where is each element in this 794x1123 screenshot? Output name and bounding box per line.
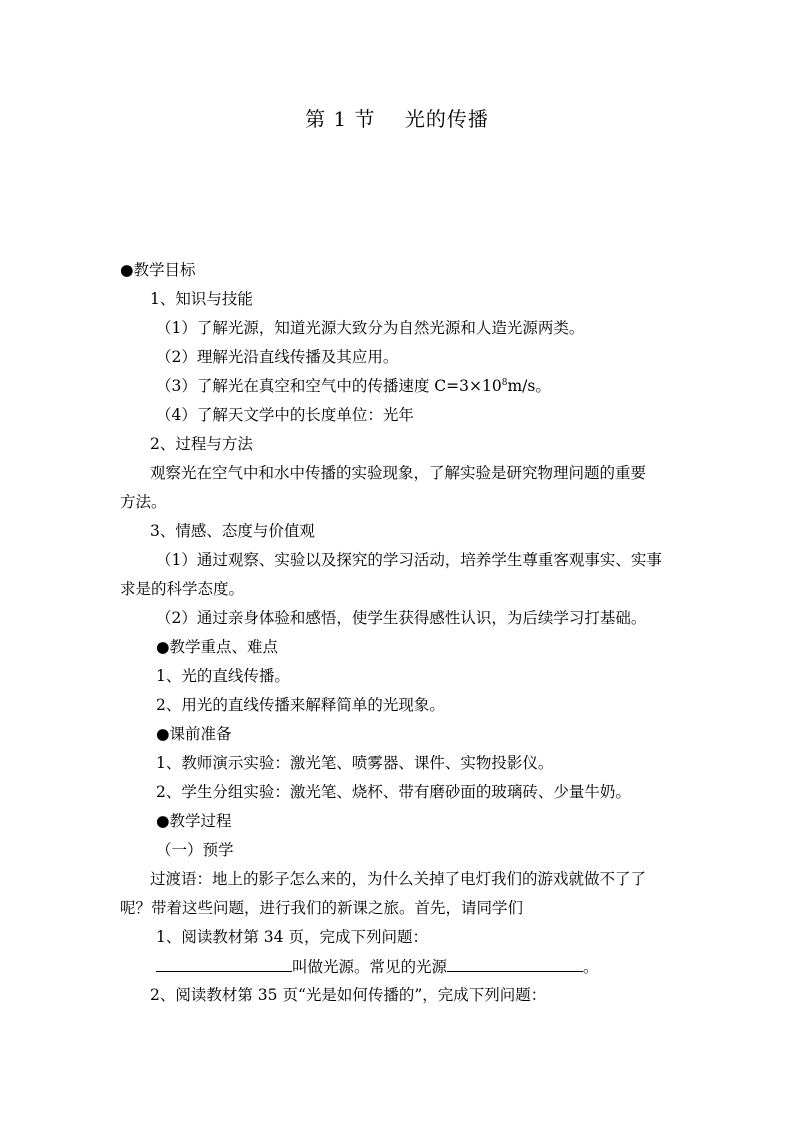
goal-subheading-process: 2、过程与方法 [150,435,253,453]
section-heading-keypoints: ●教学重点、难点 [156,638,279,656]
fill-in-line [156,955,599,978]
goal-subheading-attitude: 3、情感、态度与价值观 [150,522,315,540]
goal-item: （2）理解光沿直线传播及其应用。 [156,348,399,366]
goal-item: （2）通过亲身体验和感悟，使学生获得感性认识，为后续学习打基础。 [156,609,647,627]
page-title: 第 1 节 光的传播 [305,107,489,131]
speed-text: （3）了解光在真空和空气中的传播速度 C=3×10 [156,377,502,395]
prep-item: 1、教师演示实验：激光笔、喷雾器、课件、实物投影仪。 [156,754,554,772]
section-heading-goals: ●教学目标 [120,261,196,279]
process-part-heading: （一）预学 [156,841,234,859]
goal-item: （4）了解天文学中的长度单位：光年 [156,406,414,424]
goal-subheading-knowledge: 1、知识与技能 [150,290,253,308]
paragraph-line: 方法。 [120,493,167,511]
prep-item: 2、学生分组实验：激光笔、烧杯、带有磨砂面的玻璃砖、少量牛奶。 [156,783,631,801]
keypoint-item: 2、用光的直线传播来解释简单的光现象。 [156,696,445,714]
paragraph-line: 观察光在空气中和水中传播的实验现象，了解实验是研究物理问题的重要 [150,464,647,482]
speed-exponent: 8 [501,378,508,388]
answer-blank[interactable] [447,955,583,972]
section-heading-prep: ●课前准备 [156,725,232,743]
question-item: 2、阅读教材第 35 页“光是如何传播的”，完成下列问题： [150,986,547,1004]
keypoint-item: 1、光的直线传播。 [156,667,290,685]
paragraph-line: 求是的科学态度。 [120,580,245,598]
goal-item: （1）了解光源，知道光源大致分为自然光源和人造光源两类。 [156,319,585,337]
question-item: 1、阅读教材第 34 页，完成下列问题： [156,928,428,946]
fill-in-end: 。 [583,958,599,976]
section-heading-process: ●教学过程 [156,812,232,830]
paragraph-line: 过渡语：地上的影子怎么来的，为什么关掉了电灯我们的游戏就做不了了 [150,870,647,888]
paragraph-line: （1）通过观察、实验以及探究的学习活动，培养学生尊重客观事实、实事 [156,551,662,569]
paragraph-line: 呢？带着这些问题，进行我们的新课之旅。首先，请同学们 [120,899,524,917]
fill-in-text: 叫做光源。常见的光源 [292,958,448,976]
goal-item-speed-of-light [156,375,551,397]
answer-blank[interactable] [156,955,292,972]
speed-unit: m/s。 [507,377,551,395]
